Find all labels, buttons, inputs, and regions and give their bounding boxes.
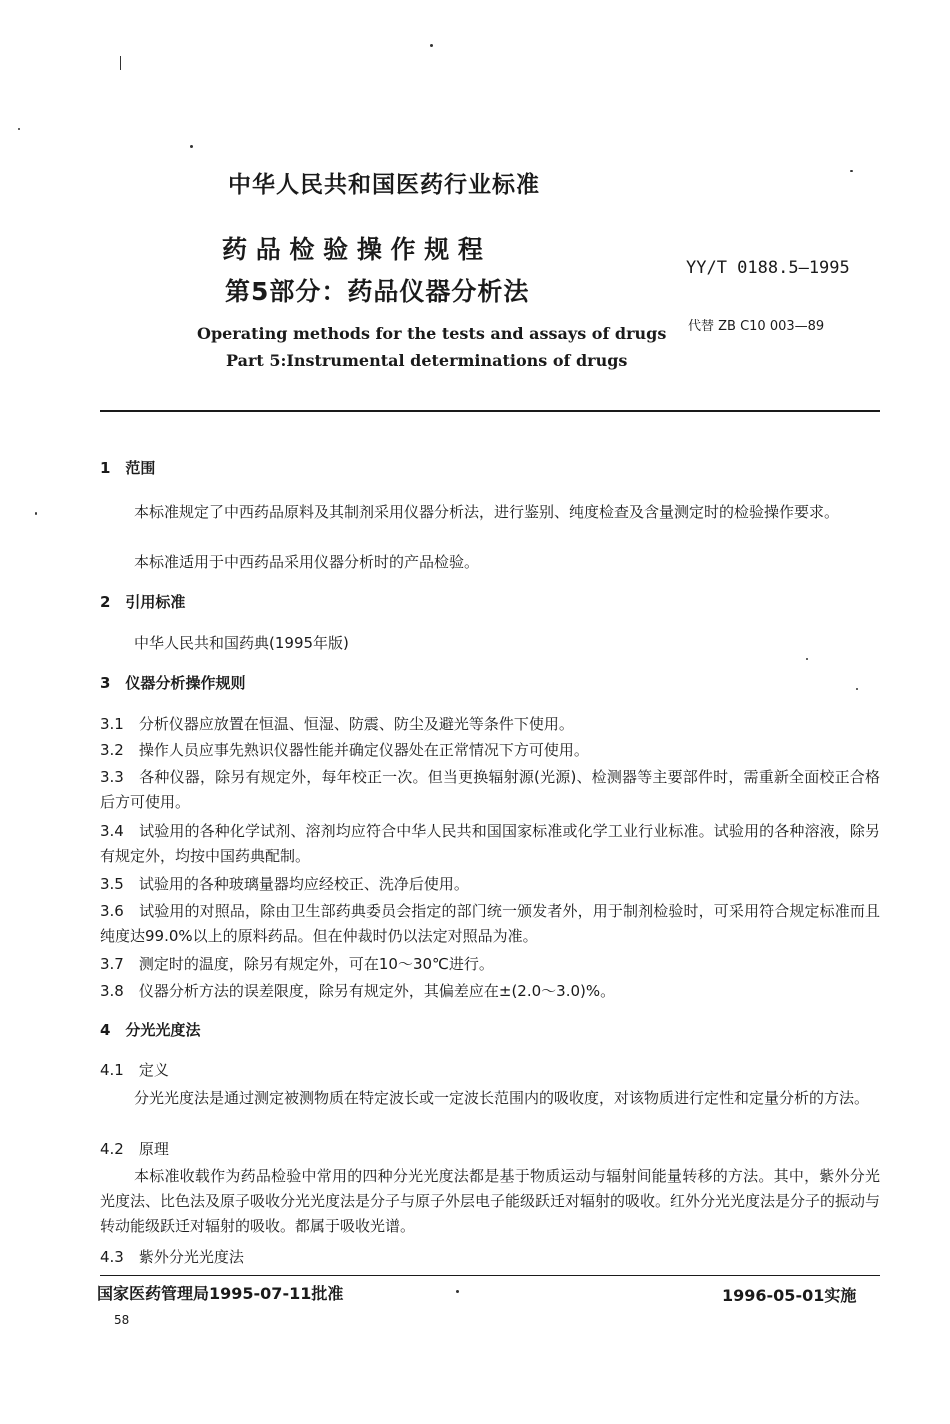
- doc-title-line2: 第5部分：药品仪器分析法: [225, 277, 530, 306]
- clause-text: 试验用的各种玻璃量器均应经校正、洗净后使用。: [138, 875, 469, 893]
- scan-speck: [850, 170, 853, 172]
- scan-speck: [806, 658, 808, 660]
- scan-speck: [856, 688, 858, 690]
- scan-speck: [18, 128, 20, 130]
- scan-speck: [456, 1290, 459, 1293]
- clause-number: 3.4: [100, 822, 124, 840]
- clause-number: 3.1: [100, 715, 124, 733]
- clause-number: 3.6: [100, 902, 124, 920]
- page-number: 58: [114, 1313, 130, 1327]
- scan-speck: [120, 56, 121, 70]
- section-4-3-heading: 4.3 紫外分光光度法: [100, 1248, 244, 1266]
- clause-text: 操作人员应事先熟识仪器性能并确定仪器处在正常情况下方可使用。: [138, 741, 589, 759]
- replaces-note: 代替 ZB C10 003—89: [688, 319, 825, 334]
- doc-title-line1: 药 品 检 验 操 作 规 程: [222, 235, 483, 264]
- section-4-2-heading: 4.2 原理: [100, 1140, 169, 1158]
- clause-3-8: [100, 979, 880, 1004]
- clause-3-4: [100, 819, 880, 869]
- section-2-paragraph: 中华人民共和国药典(1995年版): [134, 634, 349, 652]
- scan-speck: [430, 44, 433, 47]
- footer-divider: [100, 1275, 880, 1276]
- clause-3-5: [100, 872, 880, 897]
- clause-text: 分析仪器应放置在恒温、恒湿、防震、防尘及避光等条件下使用。: [138, 715, 574, 733]
- section-1-paragraph-1: 本标准规定了中西药品原料及其制剂采用仪器分析法，进行鉴别、纯度检查及含量测定时的检验操作要求。: [134, 503, 840, 521]
- standard-number: YY/T 0188.5—1995: [686, 258, 850, 278]
- clause-text: 测定时的温度，除另有规定外，可在10～30℃进行。: [138, 955, 494, 973]
- english-title-line2: Part 5:Instrumental determinations of drugs: [226, 351, 628, 370]
- clause-text: 试验用的对照品，除由卫生部药典委员会指定的部门统一颁发者外，用于制剂检验时，可采用符合规定标准而且纯度达99.0%以上的原料药品。但在仲裁时仍以法定对照品为准。: [100, 902, 880, 945]
- clause-number: 3.7: [100, 955, 124, 973]
- section-1-heading: 1 范围: [100, 459, 156, 477]
- section-3-heading: 3 仪器分析操作规则: [100, 674, 246, 692]
- section-4-heading: 4 分光光度法: [100, 1021, 201, 1039]
- clause-text: 仪器分析方法的误差限度，除另有规定外，其偏差应在±(2.0～3.0)%。: [138, 982, 616, 1000]
- section-4-2-paragraph: 本标准收载作为药品检验中常用的四种分光光度法都是基于物质运动与辐射间能量转移的方法。其中，紫外分光光度法、比色法及原子吸收分光光度法是分子与原子外层电子能级跃迁对辐射的吸收。红外分光光度法是分子的振动与转动能级跃迁对辐射的吸收。都属于吸收光谱。: [100, 1167, 881, 1235]
- section-2-heading: 2 引用标准: [100, 593, 186, 611]
- english-title-line1: Operating methods for the tests and assays of drugs: [197, 324, 667, 343]
- clause-3-3: [100, 765, 880, 815]
- header-divider: [100, 410, 880, 412]
- scan-speck: [190, 145, 193, 148]
- section-1-paragraph-2: 本标准适用于中西药品采用仪器分析时的产品检验。: [134, 553, 480, 571]
- clause-3-6: [100, 899, 880, 949]
- effective-date: 1996-05-01实施: [722, 1286, 857, 1305]
- clause-number: 3.2: [100, 741, 124, 759]
- approval-line: 国家医药管理局1995-07-11批准: [97, 1284, 344, 1303]
- section-4-1-paragraph: 分光光度法是通过测定被测物质在特定波长或一定波长范围内的吸收度，对该物质进行定性和定量分析的方法。: [134, 1089, 870, 1107]
- scan-speck: [35, 512, 37, 515]
- clause-number: 3.8: [100, 982, 124, 1000]
- clause-number: 3.5: [100, 875, 124, 893]
- clause-text: 各种仪器，除另有规定外，每年校正一次。但当更换辐射源(光源)、检测器等主要部件时，需重新全面校正合格后方可使用。: [100, 768, 880, 811]
- clause-number: 3.3: [100, 768, 124, 786]
- section-4-1-heading: 4.1 定义: [100, 1061, 169, 1079]
- org-title: 中华人民共和国医药行业标准: [228, 172, 540, 198]
- clause-text: 试验用的各种化学试剂、溶剂均应符合中华人民共和国国家标准或化学工业行业标准。试验用的各种溶液，除另有规定外，均按中国药典配制。: [100, 822, 880, 865]
- clause-3-1: [100, 712, 880, 737]
- clause-3-2: [100, 738, 880, 763]
- clause-3-7: [100, 952, 880, 977]
